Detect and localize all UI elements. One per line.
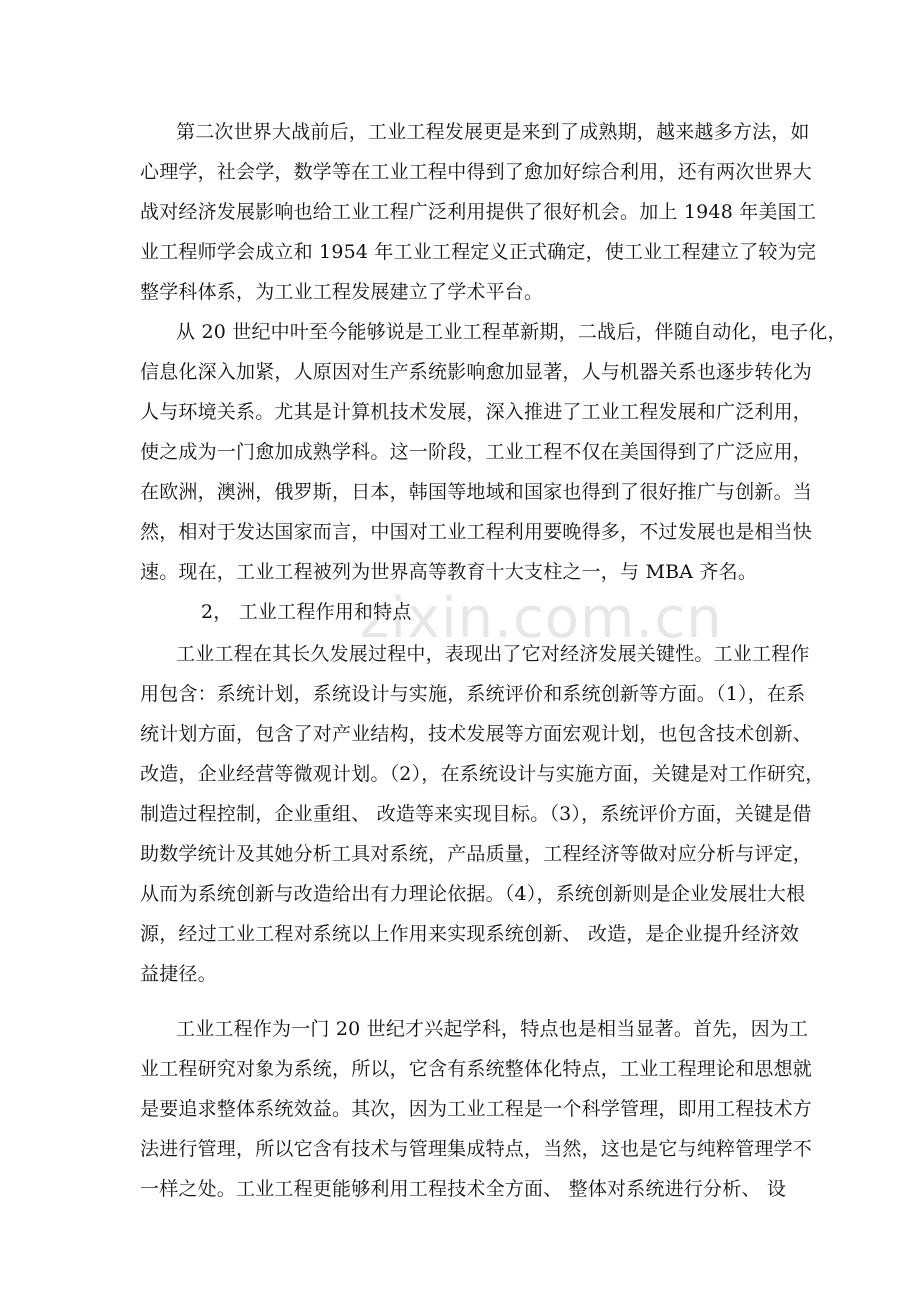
paragraph-3-line-3: 统计划方面，包含了对产业结构，技术发展等方面宏观计划，也包含技术创新、 [140,723,813,745]
paragraph-2-line-3: 人与环境关系。尤其是计算机技术发展，深入推进了工业工程发展和广泛利用， [140,401,813,423]
paragraph-2-line-4: 使之成为一门愈加成熟学科。这一阶段，工业工程不仅在美国得到了广泛应用， [140,441,813,463]
paragraph-2-line-6: 然，相对于发达国家而言，中国对工业工程利用要晚得多，不过发展也是相当快 [140,521,813,543]
paragraph-3-line-7: 从而为系统创新与改造给出有力理论依据。（4），系统创新则是企业发展壮大根 [140,883,806,905]
watermark: zixin.com.cn [360,586,723,651]
paragraph-1-line-4: 业工程师学会成立和 1954 年工业工程定义正式确定，使工业工程建立了较为完 [140,241,817,263]
paragraph-3-line-1: 工业工程在其长久发展过程中，表现出了它对经济发展关键性。工业工程作 [176,643,810,665]
paragraph-4-line-4: 法进行管理，所以它含有技术与管理集成特点，当然，这也是它与纯粹管理学不 [140,1138,813,1160]
paragraph-2-line-7: 速。现在，工业工程被列为世界高等教育十大支柱之一，与 MBA 齐名。 [140,561,758,583]
paragraph-1-line-3: 战对经济发展影响也给工业工程广泛利用提供了很好机会。加上 1948 年美国工 [140,201,817,223]
paragraph-4-line-5: 一样之处。工业工程更能够利用工程技术全方面、 整体对系统进行分析、 设 [140,1178,787,1200]
paragraph-3-line-4: 改造，企业经营等微观计划。（2），在系统设计与实施方面，关键是对工作研究， [140,763,825,785]
paragraph-4-line-1: 工业工程作为一门 20 世纪才兴起学科，特点也是相当显著。首先，因为工 [176,1018,809,1040]
paragraph-1-line-1: 第二次世界大战前后，工业工程发展更是来到了成熟期，越来越多方法，如 [176,121,810,143]
paragraph-3-line-6: 助数学统计及其她分析工具对系统，产品质量，工程经济等做对应分析与评定， [140,843,813,865]
paragraph-3-line-5: 制造过程控制，企业重组、 改造等来实现目标。（3），系统评价方面，关键是借 [140,803,812,825]
paragraph-2-line-5: 在欧洲，澳洲，俄罗斯，日本，韩国等地域和国家也得到了很好推广与创新。当 [140,481,813,503]
paragraph-3-line-9: 益捷径。 [140,963,217,985]
paragraph-3-line-2: 用包含：系统计划，系统设计与实施，系统评价和系统创新等方面。（1），在系 [140,683,806,705]
paragraph-4-line-2: 业工程研究对象为系统，所以，它含有系统整体化特点，工业工程理论和思想就 [140,1058,813,1080]
paragraph-1-line-2: 心理学，社会学，数学等在工业工程中得到了愈加好综合利用，还有两次世界大 [140,161,813,183]
section-heading: 2， 工业工程作用和特点 [201,601,412,623]
paragraph-2-line-1: 从 20 世纪中叶至今能够说是工业工程革新期，二战后，伴随自动化，电子化， [176,321,847,343]
paragraph-2-line-2: 信息化深入加紧，人原因对生产系统影响愈加显著，人与机器关系也逐步转化为 [140,361,813,383]
paragraph-3-line-8: 源，经过工业工程对系统以上作用来实现系统创新、 改造，是企业提升经济效 [140,923,800,945]
paragraph-4-line-3: 是要追求整体系统效益。其次，因为工业工程是一个科学管理，即用工程技术方 [140,1098,813,1120]
paragraph-1-line-5: 整学科体系，为工业工程发展建立了学术平台。 [140,281,544,303]
